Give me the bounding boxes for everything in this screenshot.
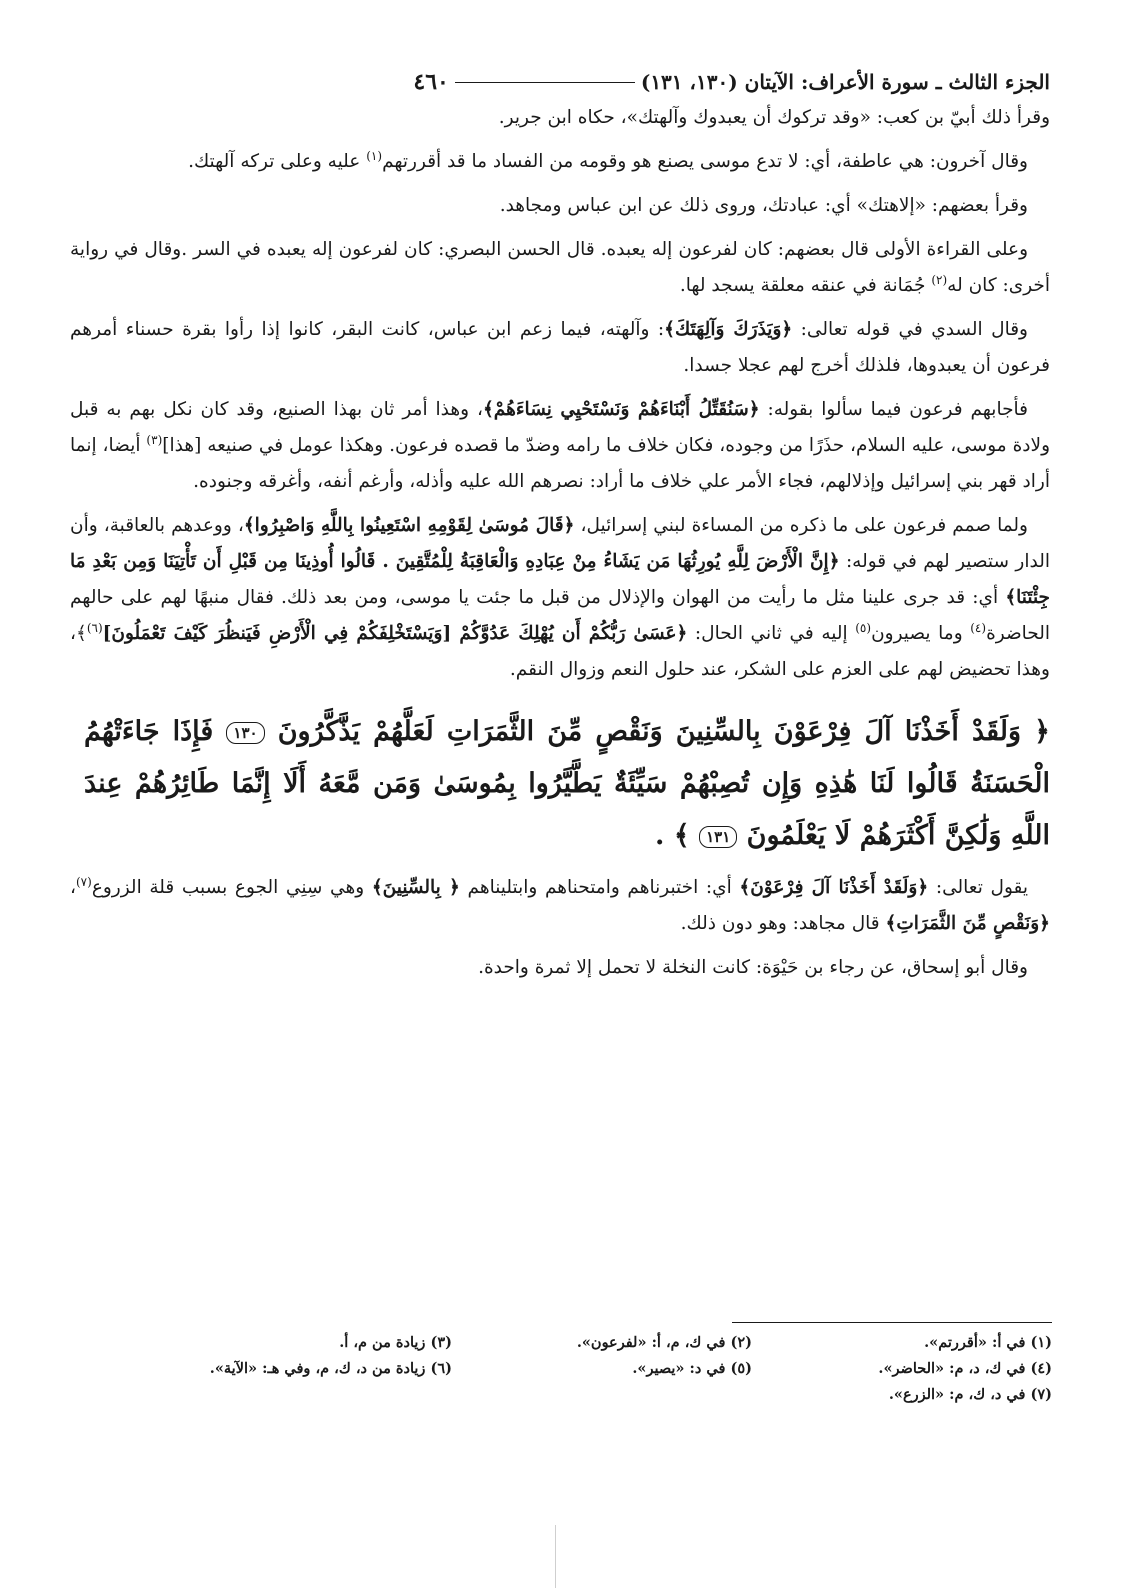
page-number: ٤٦٠ <box>413 69 449 95</box>
footnote-1: (١) في أ: «أقررتم». <box>924 1334 1052 1351</box>
footnote-separator <box>732 1322 1052 1323</box>
footnote-row <box>72 1386 1052 1412</box>
paragraph-5: وقال السدي في قوله تعالى: ﴿وَيَذَرَكَ وَآلِهَتَكَ﴾: وآلهته، فيما زعم ابن عباس، كانت البقر، كانوا إذا رأوا بقرة حسناء أمرهم فرعون أن يعبدوها، فلذلك أخرج لهم عجلا جسدا. <box>70 319 1050 376</box>
footnote-ref: (٦) <box>86 620 103 635</box>
footnote-ref: (٢) <box>931 272 948 287</box>
footnote-5: (٥) في د: «يصير». <box>632 1360 752 1377</box>
header-rule <box>455 82 635 83</box>
verse-number-badge: ١٣٠ <box>226 722 264 744</box>
footnote-ref: (٤) <box>970 620 987 635</box>
footnotes <box>72 1334 1052 1412</box>
paragraph-2: وقال آخرون: هي عاطفة، أي: لا تدع موسى يصنع هو وقومه من الفساد ما قد أقررتهم$^{(١)}$ عليه وعلى تركه آلهتك. <box>188 148 1028 172</box>
footnote-3: (٣) زيادة من م، أ. <box>339 1334 452 1351</box>
footnote-7: (٧) في د، ك، م: «الزرع». <box>888 1386 1052 1403</box>
verse-number-badge: ١٣١ <box>699 826 737 848</box>
footnote-ref: (٣) <box>146 432 163 447</box>
paragraph-8: يقول تعالى: ﴿وَلَقَدْ أَخَذْنَا آلَ فِرْعَوْنَ﴾ أي: اختبرناهم وامتحناهم وابتليناهم ﴿ بِالسِّنِينَ﴾ وهي سِنِي الجوع بسبب قلة الزروع$^{(٧)}$، ﴿وَنَقْصٍ مِّنَ الثَّمَرَاتِ﴾ قال مجاهد: وهو دون ذلك. <box>70 874 1050 934</box>
paragraph-7: ولما صمم فرعون على ما ذكره من المساءة لبني إسرائيل، ﴿قَالَ مُوسَىٰ لِقَوْمِهِ اسْتَعِينُوا بِاللَّهِ وَاصْبِرُوا﴾، ووعدهم بالعاقبة، وأن الدار ستصير لهم في قوله: ﴿إِنَّ الْأَرْضَ لِلَّهِ يُورِثُهَا مَن يَشَاءُ مِنْ عِبَادِهِ وَالْعَاقِبَةُ لِلْمُتَّقِينَ . قَالُوا أُوذِينَا مِن قَبْلِ أَن تَأْتِيَنَا وَمِن بَعْدِ مَا جِئْتَنَا﴾ أي: قد جرى علينا مثل ما رأيت من الهوان والإذلال من قبل ما جئت يا موسى، ومن بعد ذلك. فقال منبهًا لهم على حالهم الحاضرة$^{(٤)}$ وما يصيرون$^{(٥)}$ إليه في ثاني الحال: ﴿عَسَىٰ رَبُّكُمْ أَن يُهْلِكَ عَدُوَّكُمْ [وَيَسْتَخْلِفَكُمْ فِي الْأَرْضِ فَيَنظُرَ كَيْفَ تَعْمَلُونَ]$^{(٦)}$﴾، وهذا تحضيض لهم على العزم على الشكر، عند حلول النعم وزوال النقم. <box>70 515 1051 680</box>
paragraph-3: وقرأ بعضهم: «إلاهتك» أي: عبادتك، وروى ذلك عن ابن عباس ومجاهد. <box>499 195 1028 216</box>
quran-verse-block: ﴿ وَلَقَدْ أَخَذْنَا آلَ فِرْعَوْنَ بِالسِّنِينَ وَنَقْصٍ مِّنَ الثَّمَرَاتِ لَعَلَّهُمْ يَذَّكَّرُونَ ١٣٠ فَإِذَا جَاءَتْهُمُ الْحَسَنَةُ قَالُوا لَنَا هَٰذِهِ وَإِن تُصِبْهُمْ سَيِّئَةٌ يَطَّيَّرُوا بِمُوسَىٰ وَمَن مَّعَهُ أَلَا إِنَّمَا طَائِرُهُمْ عِندَ اللَّهِ وَلَٰكِنَّ أَكْثَرَهُمْ لَا يَعْلَمُونَ ١٣١ ﴾ . <box>84 716 1050 851</box>
page-content <box>70 62 1050 994</box>
quran-quote: ﴿ بِالسِّنِينَ﴾ <box>371 877 460 898</box>
quran-quote: ﴿وَلَقَدْ أَخَذْنَا آلَ فِرْعَوْنَ﴾ <box>739 877 929 898</box>
scan-artifact-line <box>555 1525 556 1588</box>
running-header <box>70 62 1050 102</box>
footnote-ref: (١) <box>366 148 383 163</box>
footnote-2: (٢) في ك، م، أ: «لفرعون». <box>576 1334 752 1351</box>
paragraph-1: وقرأ ذلك أبيّ بن كعب: «وقد تركوك أن يعبدوك وآلهتك»، حكاه ابن جرير. <box>498 107 1050 128</box>
paragraph-4: وعلى القراءة الأولى قال بعضهم: كان لفرعون إله يعبده. قال الحسن البصري: كان لفرعون إله يعبده في السر .وقال في رواية أخرى: كان له$^{(٢)}$ جُمَانة في عنقه معلقة يسجد لها. <box>70 239 1050 296</box>
quran-quote: ﴿وَيَذَرَكَ وَآلِهَتَكَ﴾ <box>664 319 793 340</box>
quran-quote: ﴿وَنَقْصٍ مِّنَ الثَّمَرَاتِ﴾ <box>885 913 1050 934</box>
footnote-row <box>72 1334 1052 1360</box>
body-text-after <box>70 870 1050 986</box>
body-text <box>70 100 1050 688</box>
footnote-row <box>72 1360 1052 1386</box>
quran-quote: ﴿قَالَ مُوسَىٰ لِقَوْمِهِ اسْتَعِينُوا بِاللَّهِ وَاصْبِرُوا﴾ <box>243 515 575 536</box>
paragraph-9: وقال أبو إسحاق، عن رجاء بن حَيْوَة: كانت النخلة لا تحمل إلا ثمرة واحدة. <box>478 957 1028 978</box>
quran-quote: ﴿إِنَّ الْأَرْضَ لِلَّهِ يُورِثُهَا مَن يَشَاءُ مِنْ عِبَادِهِ وَالْعَاقِبَةُ لِلْمُتَّقِينَ . قَالُوا أُوذِينَا مِن قَبْلِ أَن تَأْتِيَنَا وَمِن بَعْدِ مَا جِئْتَنَا﴾ <box>70 551 1050 608</box>
footnote-ref: (٧) <box>75 874 92 889</box>
footnote-6: (٦) زيادة من د، ك، م، وفي هـ: «الآية». <box>209 1360 452 1377</box>
paragraph-6: فأجابهم فرعون فيما سألوا بقوله: ﴿سَنُقَتِّلُ أَبْنَاءَهُمْ وَنَسْتَحْيِي نِسَاءَهُمْ﴾، وهذا أمر ثان بهذا الصنيع، وقد كان نكل بهم به قبل ولادة موسى، عليه السلام، حذَرًا من وجوده، فكان خلاف ما رامه وضدّ ما قصده فرعون. وهكذا عومل في صنيعه [هذا]$^{(٣)}$ أيضا، إنما أراد قهر بني إسرائيل وإذلالهم، فجاء الأمر علي خلاف ما أراد: نصرهم الله عليه وأذله، وأرغم أنفه، وأغرقه وجنوده. <box>70 399 1051 492</box>
quran-quote: ﴿عَسَىٰ رَبُّكُمْ أَن يُهْلِكَ عَدُوَّكُمْ [وَيَسْتَخْلِفَكُمْ فِي الْأَرْضِ فَيَنظُرَ كَيْفَ تَعْمَلُونَ] <box>102 623 688 644</box>
footnote-ref: (٥) <box>855 620 872 635</box>
quran-quote: ﴿سَنُقَتِّلُ أَبْنَاءَهُمْ وَنَسْتَحْيِي نِسَاءَهُمْ﴾ <box>482 399 760 420</box>
footnote-4: (٤) في ك، د، م: «الحاضر». <box>878 1360 1052 1377</box>
header-title: الجزء الثالث ـ سورة الأعراف: الآيتان (١٣٠، ١٣١) <box>640 70 1050 94</box>
